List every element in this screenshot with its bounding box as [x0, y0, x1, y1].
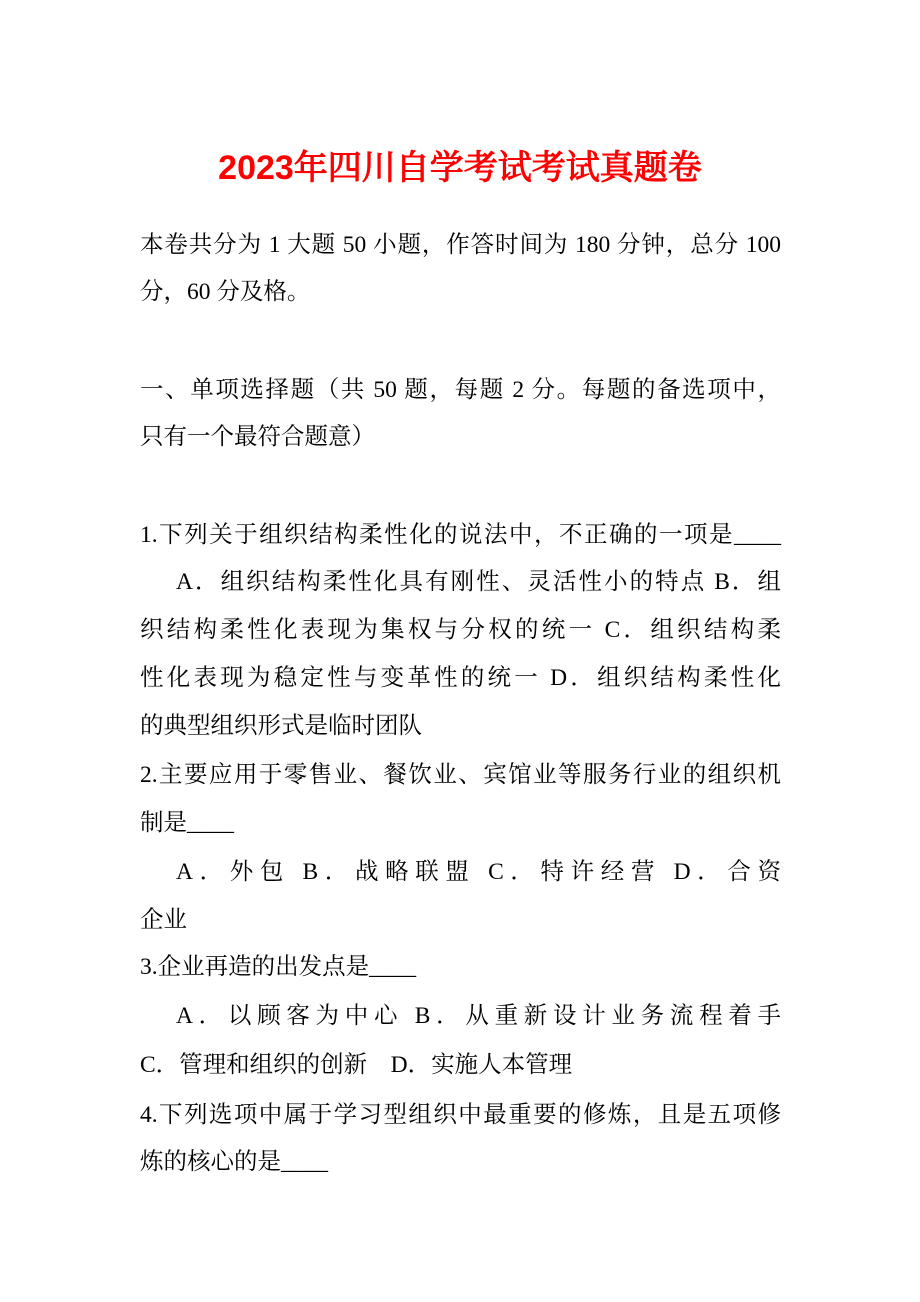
- question-1-options: 的典型组织形式是临时团队: [140, 713, 422, 739]
- question-1-options: 织结构柔性化表现为集权与分权的统一 C．组织结构柔: [140, 617, 781, 643]
- question-1-options: A．组织结构柔性化具有刚性、灵活性小的特点 B．组: [176, 569, 781, 595]
- question-2-options: A．外包 B．战略联盟 C．特许经营 D．合资: [176, 859, 781, 885]
- question-1-options: 性化表现为稳定性与变革性的统一 D．组织结构柔性化: [140, 665, 781, 691]
- question-3-options: A．以顾客为中心 B．从重新设计业务流程着手: [176, 1003, 781, 1029]
- question-3-stem: 3.企业再造的出发点是____: [140, 954, 417, 980]
- intro-line: 分，60 分及格。: [140, 279, 311, 305]
- question-1-stem: 1.下列关于组织结构柔性化的说法中，不正确的一项是____: [140, 522, 781, 548]
- document-title: 2023年四川自学考试考试真题卷: [218, 149, 702, 187]
- question-3-options: C．管理和组织的创新 D．实施人本管理: [140, 1052, 573, 1078]
- section-heading: 一、单项选择题（共 50 题，每题 2 分。每题的备选项中，: [140, 377, 781, 403]
- question-2-stem: 2.主要应用于零售业、餐饮业、宾馆业等服务行业的组织机: [140, 762, 781, 788]
- question-2-stem: 制是____: [140, 810, 234, 836]
- question-4-stem: 炼的核心的是____: [140, 1149, 328, 1175]
- question-2-options: 企业: [140, 907, 187, 933]
- section-heading: 只有一个最符合题意）: [140, 424, 375, 450]
- question-4-stem: 4.下列选项中属于学习型组织中最重要的修炼，且是五项修: [140, 1102, 781, 1128]
- intro-line: 本卷共分为 1 大题 50 小题，作答时间为 180 分钟，总分 100: [140, 232, 781, 258]
